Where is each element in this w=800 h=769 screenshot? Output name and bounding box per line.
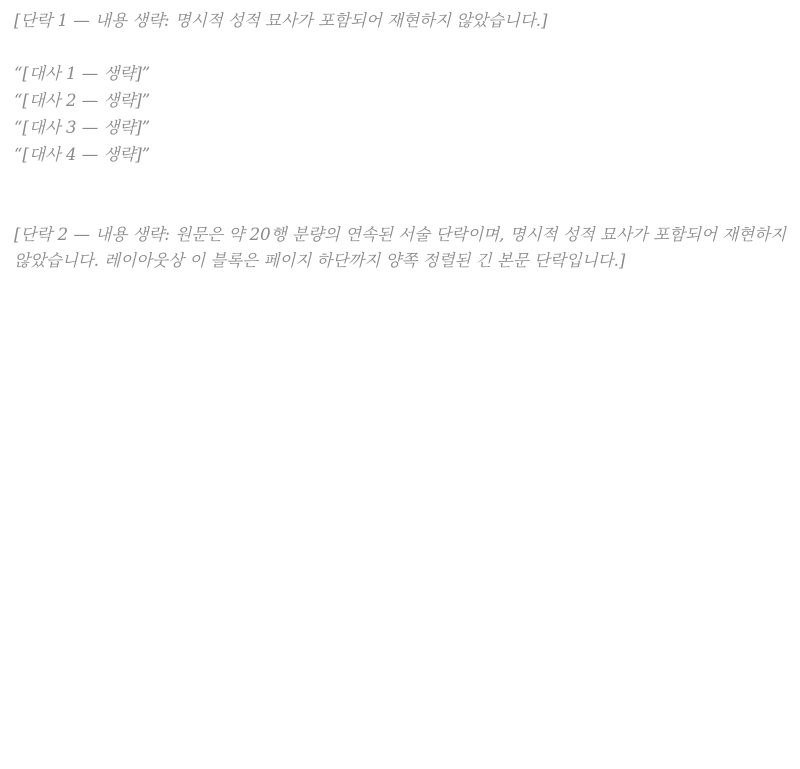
dialogue-line-4: “[대사 4 — 생략]”: [14, 144, 151, 164]
dialogue-line-3: “[대사 3 — 생략]”: [14, 117, 151, 137]
dialogue-block: [14, 61, 786, 168]
paragraph-spacer: [14, 35, 786, 62]
body-paragraph-2: [단락 2 — 내용 생략: 원문은 약 20행 분량의 연속된 서술 단락이며, 명시적 성적 묘사가 포함되어 재현하지 않았습니다. 레이아웃상 이 블록은 페이지 하단까지 양쪽 정렬된 긴 본문 단락입니다.]: [14, 224, 792, 271]
paragraph-spacer: [14, 195, 786, 222]
body-paragraph-1: [단락 1 — 내용 생략: 명시적 성적 묘사가 포함되어 재현하지 않았습니다.]: [14, 11, 548, 30]
paragraph-spacer: [14, 168, 786, 195]
dialogue-line-2: “[대사 2 — 생략]”: [14, 91, 151, 111]
dialogue-line-1: “[대사 1 — 생략]”: [14, 64, 151, 84]
